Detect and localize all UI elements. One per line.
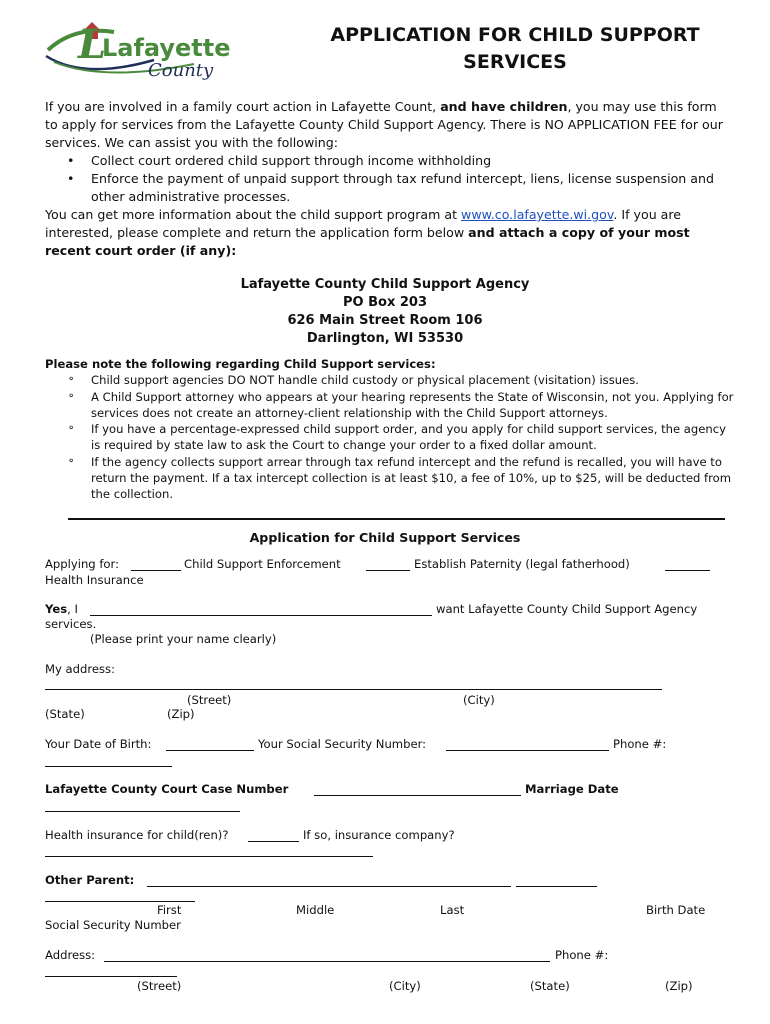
info-paragraph [45, 206, 730, 260]
state-label: (State) [45, 707, 85, 721]
intro-text-cont: , you may use this form to apply for services from the Lafayette County Child Support Agency. There is NO APPLICATION FEE for our services. We can assist you with the following: [45, 99, 723, 150]
svg-text:L: L [78, 21, 107, 68]
option-paternity: Establish Paternity (legal fatherhood) [414, 557, 630, 571]
section-divider [68, 518, 725, 520]
street-label: (Street) [187, 693, 232, 707]
my-address-label: My address: [45, 662, 116, 676]
intro-text: If you are involved in a family court action in Lafayette Count, [45, 99, 441, 114]
bullet-icon: ⚬ [67, 455, 76, 467]
case-number-field[interactable] [314, 795, 521, 796]
agency-city: Darlington, WI 53530 [306, 331, 464, 346]
notes-list [45, 372, 735, 502]
services-text: services. [45, 617, 97, 631]
applying-for-label: Applying for: [45, 557, 119, 571]
list-item [67, 170, 730, 206]
health-insurance-field[interactable] [248, 841, 299, 842]
enforcement-check-line[interactable] [131, 570, 181, 571]
option-enforcement: Child Support Enforcement [184, 557, 341, 571]
services-list [45, 152, 730, 206]
info-text: You can get more information about the child support program at [45, 207, 462, 222]
list-item-text: If the agency collects support arrear through tax refund intercept and the refund is recalled, you will have to return the payment. If a tax intercept collection is at least $10, a fee of 10%, up to $25, will be deducted from the collection. [91, 454, 732, 502]
notes-heading: Please note the following regarding Child Support services: [45, 357, 436, 371]
lafayette-county-logo [44, 20, 234, 88]
last-label: Last [440, 903, 465, 917]
paternity-check-line[interactable] [366, 570, 410, 571]
yes-i-label: , I [67, 602, 78, 616]
op-street-label: (Street) [137, 979, 182, 993]
intro-paragraph [45, 98, 730, 152]
marriage-date-field[interactable] [45, 811, 240, 812]
list-item-text: Enforce the payment of unpaid support through tax refund intercept, liens, license suspension and other administrative processes. [91, 171, 714, 204]
phone-field[interactable] [45, 766, 172, 767]
list-item [67, 389, 735, 422]
applicant-name-field[interactable] [90, 615, 432, 616]
marriage-date-label: Marriage Date [525, 782, 619, 796]
intro-emphasis: and have children [440, 99, 568, 114]
op-ssn-label: Social Security Number [45, 918, 181, 932]
op-phone-field[interactable] [45, 976, 177, 977]
logo-text-main: Lafayette [102, 34, 231, 62]
ssn-label: Your Social Security Number: [258, 737, 427, 751]
want-services-text: want Lafayette County Child Support Agency [436, 602, 698, 616]
first-label: First [157, 903, 182, 917]
form-heading: Application for Child Support Services [249, 530, 521, 545]
list-item-text: Collect court ordered child support through income withholding [91, 153, 492, 168]
website-link[interactable]: www.co.lafayette.wi.gov [461, 207, 614, 222]
op-phone-label: Phone #: [555, 948, 609, 962]
phone-label: Phone #: [613, 737, 667, 751]
birth-date-label: Birth Date [646, 903, 706, 917]
list-item-text: If you have a percentage-expressed child support order, and you apply for child support services, the agency is required by state law to ask the Court to change your order to a fixed dollar amount. [91, 422, 726, 453]
zip-label: (Zip) [167, 707, 195, 721]
insurance-check-line[interactable] [665, 570, 710, 571]
city-label: (City) [463, 693, 495, 707]
option-health-insurance: Health Insurance [45, 573, 144, 587]
health-insurance-label: Health insurance for child(ren)? [45, 828, 229, 842]
address-label: Address: [45, 948, 96, 962]
case-number-label: Lafayette County Court Case Number [45, 782, 289, 796]
logo-graphic [44, 20, 234, 84]
info-text-cont: . If you are interested, please complete and return the application form below [45, 207, 682, 240]
dob-field[interactable] [166, 750, 254, 751]
bullet-icon: • [67, 171, 75, 186]
op-state-label: (State) [530, 979, 570, 993]
bullet-icon: ⚬ [67, 374, 76, 386]
intro-section [45, 98, 730, 260]
list-item-text: A Child Support attorney who appears at your hearing represents the State of Wisconsin, not you. Applying for services does not create an attorney-client relationship with the Child Support attorneys. [91, 389, 734, 420]
list-item [67, 421, 735, 454]
bullet-icon: • [67, 153, 75, 168]
list-item [67, 152, 730, 170]
page-title: APPLICATION FOR CHILD SUPPORT SERVICES [330, 24, 700, 73]
other-parent-label: Other Parent: [45, 873, 135, 887]
bullet-icon: ⚬ [67, 423, 76, 435]
print-name-hint: (Please print your name clearly) [90, 632, 277, 646]
middle-label: Middle [296, 903, 335, 917]
list-item [67, 372, 735, 388]
agency-address [0, 276, 770, 348]
agency-po-box: PO Box 203 [343, 295, 427, 310]
bullet-icon: ⚬ [67, 390, 76, 402]
my-address-field[interactable] [45, 689, 662, 690]
dob-label: Your Date of Birth: [45, 737, 152, 751]
notes-section [45, 356, 735, 503]
other-parent-name-field[interactable] [147, 886, 511, 887]
ssn-field[interactable] [446, 750, 609, 751]
insurance-company-field[interactable] [45, 856, 373, 857]
op-zip-label: (Zip) [665, 979, 693, 993]
yes-label: Yes [45, 602, 68, 616]
agency-name: Lafayette County Child Support Agency [240, 277, 530, 292]
list-item-text: Child support agencies DO NOT handle child custody or physical placement (visitation) issues. [91, 373, 639, 388]
list-item [67, 454, 735, 503]
other-parent-birth-date-field[interactable] [516, 886, 597, 887]
agency-street: 626 Main Street Room 106 [287, 313, 483, 328]
op-address-field[interactable] [104, 961, 550, 962]
insurance-company-label: If so, insurance company? [303, 828, 455, 842]
op-city-label: (City) [389, 979, 421, 993]
logo-text-sub: County [148, 60, 214, 81]
attach-instruction: and attach a copy of your most recent court order (if any): [45, 225, 690, 258]
